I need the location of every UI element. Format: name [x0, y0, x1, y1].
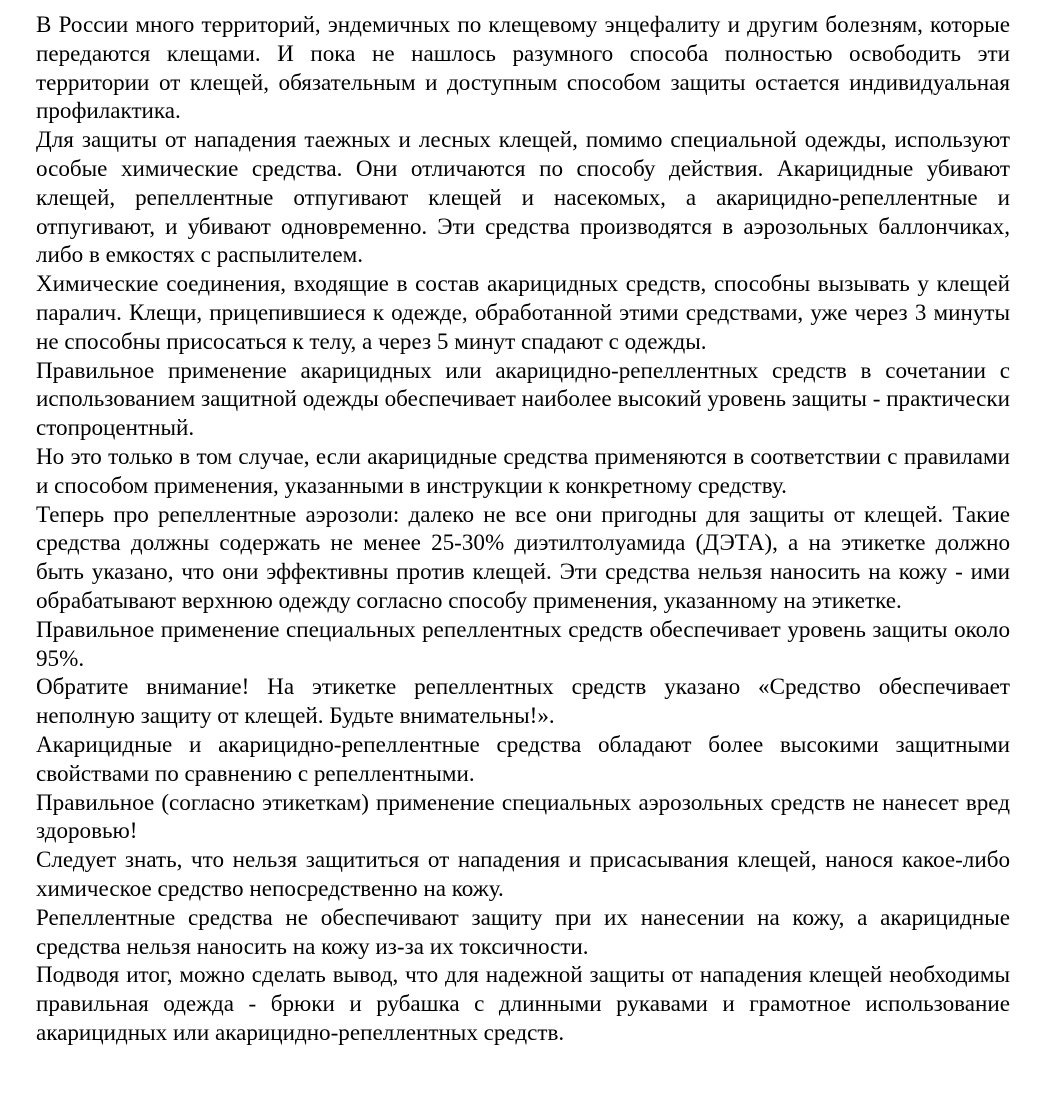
paragraph-skin-toxicity: Репеллентные средства не обеспечивают защиту при их нанесении на кожу, а акарицидные средства нельзя наносить на кожу из-за их токсичности. — [36, 903, 1010, 959]
paragraph-skin-application: Следует знать, что нельзя защититься от нападения и присасывания клещей, нанося какое-либо химическое средство непосредственно на кожу. — [36, 846, 1010, 901]
paragraph-comparison: Акарицидные и акарицидно-репеллентные средства обладают более высокими защитными свойствами по сравнению с репеллентными. — [36, 730, 1010, 786]
paragraph-repellent-protection-level: Правильное применение специальных репеллентных средств обеспечивает уровень защиты около 95%. — [36, 615, 1010, 671]
paragraph-instructions: Но это только в том случае, если акарицидные средства применяются в соответствии с правилами и способом применения, указанными в инструкции к конкретному средству. — [36, 442, 1010, 498]
paragraph-health-safety: Правильное (согласно этикеткам) применение специальных аэрозольных средств не нанесет вред здоровью! — [36, 788, 1010, 844]
paragraph-correct-application: Правильное применение акарицидных или акарицидно-репеллентных средств в сочетании с использованием защитной одежды обеспечивает наиболее высокий уровень защиты - практически стопроцентный. — [36, 356, 1010, 441]
paragraph-repellent-aerosols: Теперь про репеллентные аэрозоли: далеко не все они пригодны для защиты от клещей. Такие средства должны содержать не менее 25-30% диэтилтолуамида (ДЭТА), а на этикетке должно быть указано, что они эффективны против клещей. Эти средства нельзя наносить на кожу - ими обрабатывают верхнюю одежду согласно способу применения, указанному на этикетке. — [36, 500, 1010, 613]
paragraph-label-warning: Обратите внимание! На этикетке репеллентных средств указано «Средство обеспечивает неполную защиту от клещей. Будьте внимательны!». — [36, 673, 1010, 729]
paragraph-acaricide-paralysis: Химические соединения, входящие в состав акарицидных средств, способны вызывать у клещей паралич. Клещи, прицепившиеся к одежде, обработанной этими средствами, уже через 3 минуты не способны присосаться к телу, а через 5 минут спадают с одежды. — [36, 270, 1010, 354]
paragraph-chemical-means: Для защиты от нападения таежных и лесных клещей, помимо специальной одежды, используют особые химические средства. Они отличаются по способу действия. Акарицидные убивают клещей, репеллентные отпугивают клещей и насекомых, а акарицидно-репеллентные и отпугивают, и убивают одновременно. Эти средства производятся в аэрозольных баллончиках, либо в емкостях с распылителем. — [36, 126, 1010, 268]
paragraph-conclusion: Подводя итог, можно сделать вывод, что для надежной защиты от нападения клещей необходимы правильная одежда - брюки и рубашка с длинными рукавами и грамотное использование акарицидных или акарицидно-репеллентных средств. — [36, 961, 1010, 1045]
paragraph-endemic-territories: В России много территорий, эндемичных по клещевому энцефалиту и другим болезням, которые передаются клещами. И пока не нашлось разумного способа полностью освободить эти территории от клещей, обязательным и доступным способом защиты остается индивидуальная профилактика. — [36, 11, 1010, 124]
